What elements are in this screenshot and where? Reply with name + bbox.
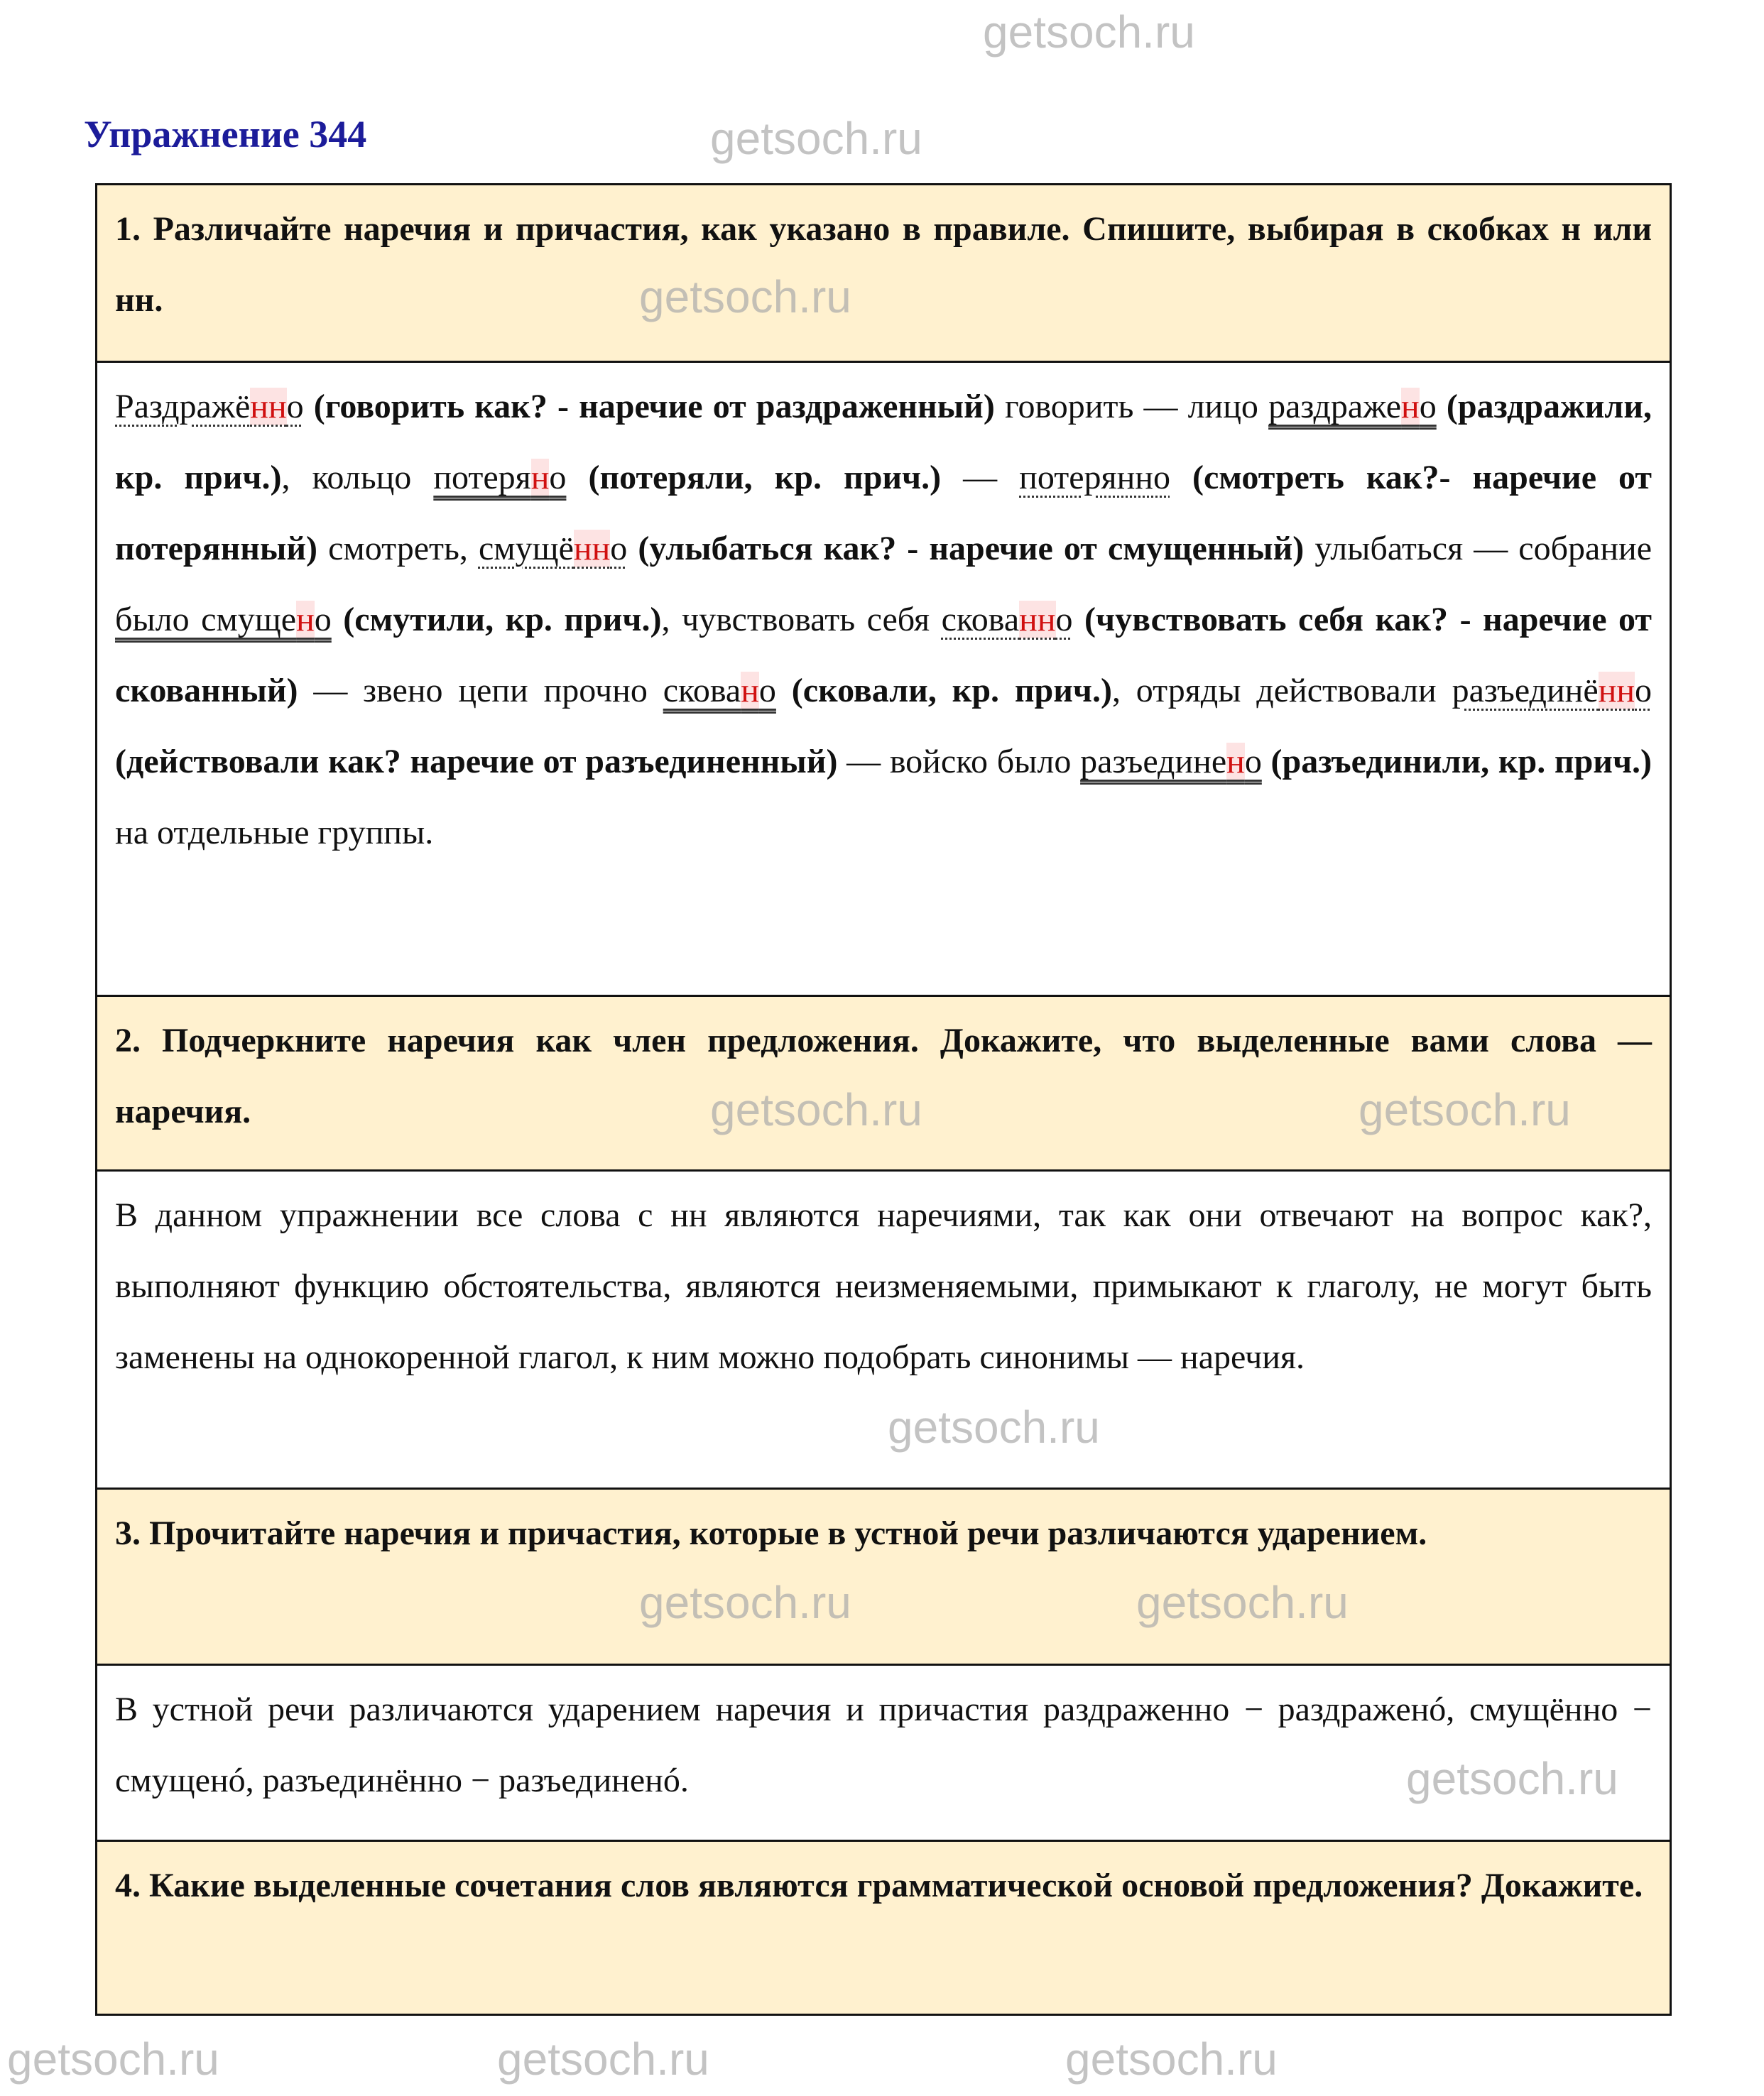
word-part: было смуще — [115, 601, 297, 638]
explanation-text: (чувствовать себя как? - наречие от скованный) — [115, 601, 1652, 709]
explanation-text: (раздражили, кр. прич.) — [115, 388, 1652, 496]
word-part: о — [314, 601, 332, 638]
suffix-letters: нн — [573, 530, 611, 567]
watermark: getsoch.ru — [710, 1084, 922, 1135]
word-part: о — [1244, 743, 1262, 780]
explanation-text: (говорить как? - наречие от раздраженный) — [303, 388, 995, 425]
explanation-text: (действовали как? наречие от разъединенный) — [115, 743, 838, 780]
word-part: о — [1635, 672, 1653, 709]
suffix-letters: н — [741, 672, 759, 709]
explanation-text: (разъединили, кр. прич.) — [1261, 743, 1652, 780]
adverb-word — [942, 601, 1073, 638]
suffix-letters: н — [1401, 388, 1420, 425]
text-segment: , отряды действовали — [1111, 672, 1452, 709]
exercise-title: Упражнение 344 — [84, 113, 367, 155]
text-segment: , чувствовать себя — [661, 601, 942, 638]
suffix-letters: н — [1226, 743, 1245, 780]
word-part: о — [1055, 601, 1073, 638]
explanation-text: (сковали, кр. прич.) — [775, 672, 1112, 709]
answer-2: В данном упражнении все слова с нн являются наречиями, так как они отвечают на вопрос как?, выполняют функцию обстоятельства, являются неизменяемыми, примыкают к глаголу, не могут быть заменены на однокоренной глагол, к ним можно подобрать синонимы — наречия. — [97, 1172, 1670, 1490]
answer-3: В устной речи различаются ударением наречия и причастия раздраженно − раздраженó, смущённо − смущенó, разъединённо − разъединенó. — [97, 1666, 1670, 1842]
watermark: getsoch.ru — [7, 2034, 219, 2085]
suffix-letters: н — [530, 459, 550, 496]
word-part: Раздражё — [115, 388, 251, 425]
explanation-text: (улыбаться как? - наречие от смущенный) — [627, 530, 1305, 567]
explanation-text: (смотреть как?- наречие от потерянный) — [115, 459, 1652, 567]
word-part: о — [758, 672, 776, 709]
question-1: 1. Различайте наречия и причастия, как указано в правиле. Спишите, выбирая в скобках н или нн. — [97, 185, 1670, 363]
exercise-table — [95, 183, 1672, 2016]
answer-1 — [97, 363, 1670, 997]
adverb-word — [479, 530, 627, 567]
watermark: getsoch.ru — [1359, 1084, 1571, 1135]
text-segment: на отдельные группы. — [115, 814, 434, 851]
word-part: о — [610, 530, 628, 567]
watermark: getsoch.ru — [710, 113, 922, 164]
word-part: о — [549, 459, 567, 496]
word-part: о — [1419, 388, 1437, 425]
text-segment: , кольцо — [281, 459, 434, 496]
participle-word — [1268, 388, 1437, 425]
word-part: скова — [663, 672, 741, 709]
participle-word — [115, 601, 332, 638]
word-part: потерянно — [1019, 459, 1170, 496]
watermark: getsoch.ru — [888, 1402, 1100, 1453]
participle-word — [1080, 743, 1262, 780]
text-segment: смотреть, — [317, 530, 479, 567]
text-segment: — — [941, 459, 1020, 496]
text-segment: — звено цепи прочно — [298, 672, 663, 709]
adverb-word — [1452, 672, 1652, 709]
word-part: скова — [941, 601, 1020, 638]
word-part: раздраже — [1268, 388, 1402, 425]
watermark: getsoch.ru — [497, 2034, 709, 2085]
text-segment: — войско было — [837, 743, 1081, 780]
watermark: getsoch.ru — [983, 6, 1195, 58]
explanation-text: (потеряли, кр. прич.) — [566, 459, 942, 496]
watermark: getsoch.ru — [1065, 2034, 1278, 2085]
word-part: разъедине — [1080, 743, 1227, 780]
watermark: getsoch.ru — [1136, 1577, 1349, 1628]
question-3: 3. Прочитайте наречия и причастия, которые в устной речи различаются ударением. — [97, 1490, 1670, 1666]
word-part: разъединё — [1452, 672, 1599, 709]
word-part: о — [286, 388, 304, 425]
watermark: getsoch.ru — [639, 271, 851, 322]
participle-word — [663, 672, 776, 709]
watermark: getsoch.ru — [639, 1577, 851, 1628]
watermark: getsoch.ru — [1406, 1753, 1618, 1804]
suffix-letters: нн — [1598, 672, 1635, 709]
suffix-letters: нн — [250, 388, 287, 425]
word-part: потеря — [433, 459, 531, 496]
suffix-letters: н — [296, 601, 315, 638]
explanation-text: (смутили, кр. прич.) — [331, 601, 662, 638]
adverb-word — [115, 388, 304, 425]
text-segment: говорить — лицо — [994, 388, 1269, 425]
suffix-letters: нн — [1019, 601, 1056, 638]
adverb-word — [1019, 459, 1170, 496]
question-4: 4. Какие выделенные сочетания слов являются грамматической основой предложения? Докажите. — [97, 1842, 1670, 2014]
participle-word — [433, 459, 566, 496]
word-part: смущё — [478, 530, 574, 567]
question-2: 2. Подчеркните наречия как член предложения. Докажите, что выделенные вами слова — наречия. — [97, 997, 1670, 1172]
text-segment: улыбаться — собрание — [1304, 530, 1653, 567]
